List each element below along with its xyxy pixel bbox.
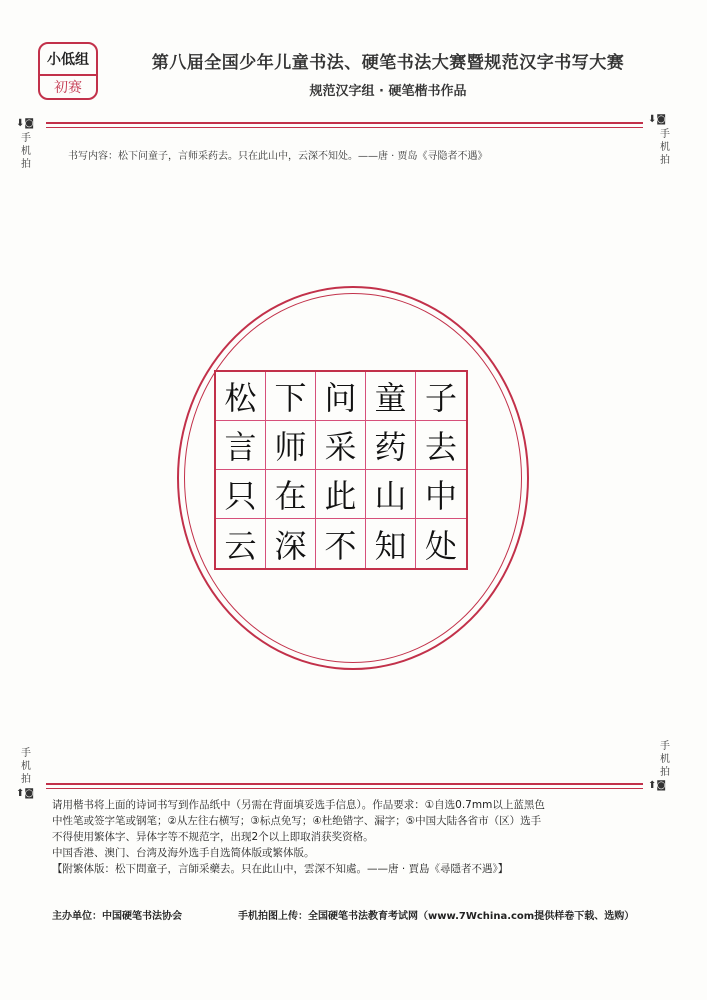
grid-cell: 处 <box>424 526 457 565</box>
instruction-line: 【附繁体版：松下問童子，言師采藥去。只在此山中，雲深不知處。——唐 · 賈島《尋隱者不遇》】 <box>52 863 509 875</box>
phone-label-top-right: 手 机 拍 <box>660 129 670 166</box>
upload-info: 手机拍图上传：全国硬笔书法教育考试网（www.7Wchina.com提供样卷下载、选购） <box>238 911 635 922</box>
grid-cell: 童 <box>366 372 416 421</box>
grid-cell: 不 <box>316 519 366 568</box>
camera-marker-top-left: ⬇◙ <box>16 118 35 129</box>
group-label: 小低组 <box>40 44 96 76</box>
top-divider-thin <box>46 127 643 128</box>
grid-cell: 山 <box>366 470 416 519</box>
grid-cell: 只 <box>216 470 266 519</box>
grid-cell: 深 <box>266 519 316 568</box>
instructions <box>52 797 662 877</box>
grid-cell: 此 <box>316 470 366 519</box>
organizer: 主办单位：中国硬笔书法协会 <box>52 911 182 922</box>
grid-cell: 药 <box>366 421 416 470</box>
grid-cell: 采 <box>316 421 366 470</box>
instruction-line: 请用楷书将上面的诗词书写到作品纸中（另需在背面填妥选手信息）。作品要求：①自选0.7mm以上蓝黑色 <box>52 799 545 811</box>
group-badge <box>38 42 98 100</box>
grid-cell: 去 <box>416 421 466 470</box>
grid-cell: 知 <box>366 519 416 568</box>
grid-cell: 在 <box>266 470 316 519</box>
instruction-line: 不得使用繁体字、异体字等不规范字，出现2个以上即取消获奖资格。 <box>52 831 374 843</box>
instruction-line: 中国香港、澳门、台湾及海外选手自选简体版或繁体版。 <box>52 847 315 859</box>
camera-marker-bottom-left: ⬆◙ <box>16 788 35 799</box>
instruction-line: 中性笔或签字笔或钢笔；②从左往右横写；③标点免写；④杜绝错字、漏字；⑤中国大陆各省市（区）选手 <box>52 815 542 827</box>
grid-cell: 问 <box>316 372 366 421</box>
page-subtitle: 规范汉字组 · 硬笔楷书作品 <box>309 84 467 99</box>
character-grid <box>214 370 468 570</box>
grid-cell: 子 <box>416 372 466 421</box>
camera-marker-top-right: ⬇◙ <box>648 114 667 125</box>
round-label: 初赛 <box>54 80 82 96</box>
grid-cell: 师 <box>266 421 316 470</box>
grid-cell: 中 <box>416 470 466 519</box>
phone-label-bottom-left: 手 机 拍 <box>21 748 31 785</box>
phone-label-bottom-right: 手 机 拍 <box>660 741 670 778</box>
bottom-divider-thin <box>46 788 643 789</box>
phone-label-top-left: 手 机 拍 <box>21 133 31 170</box>
writing-content: 书写内容：松下问童子，言师采药去。只在此山中，云深不知处。——唐 · 贾岛《寻隐者不遇》 <box>68 151 488 162</box>
camera-marker-bottom-right: ⬆◙ <box>648 780 667 791</box>
grid-cell: 松 <box>216 372 266 421</box>
grid-cell: 下 <box>266 372 316 421</box>
top-divider <box>46 122 643 124</box>
grid-cell: 言 <box>216 421 266 470</box>
page-title: 第八届全国少年儿童书法、硬笔书法大赛暨规范汉字书写大赛 <box>151 53 625 73</box>
grid-cell: 云 <box>216 519 266 568</box>
bottom-divider <box>46 783 643 785</box>
